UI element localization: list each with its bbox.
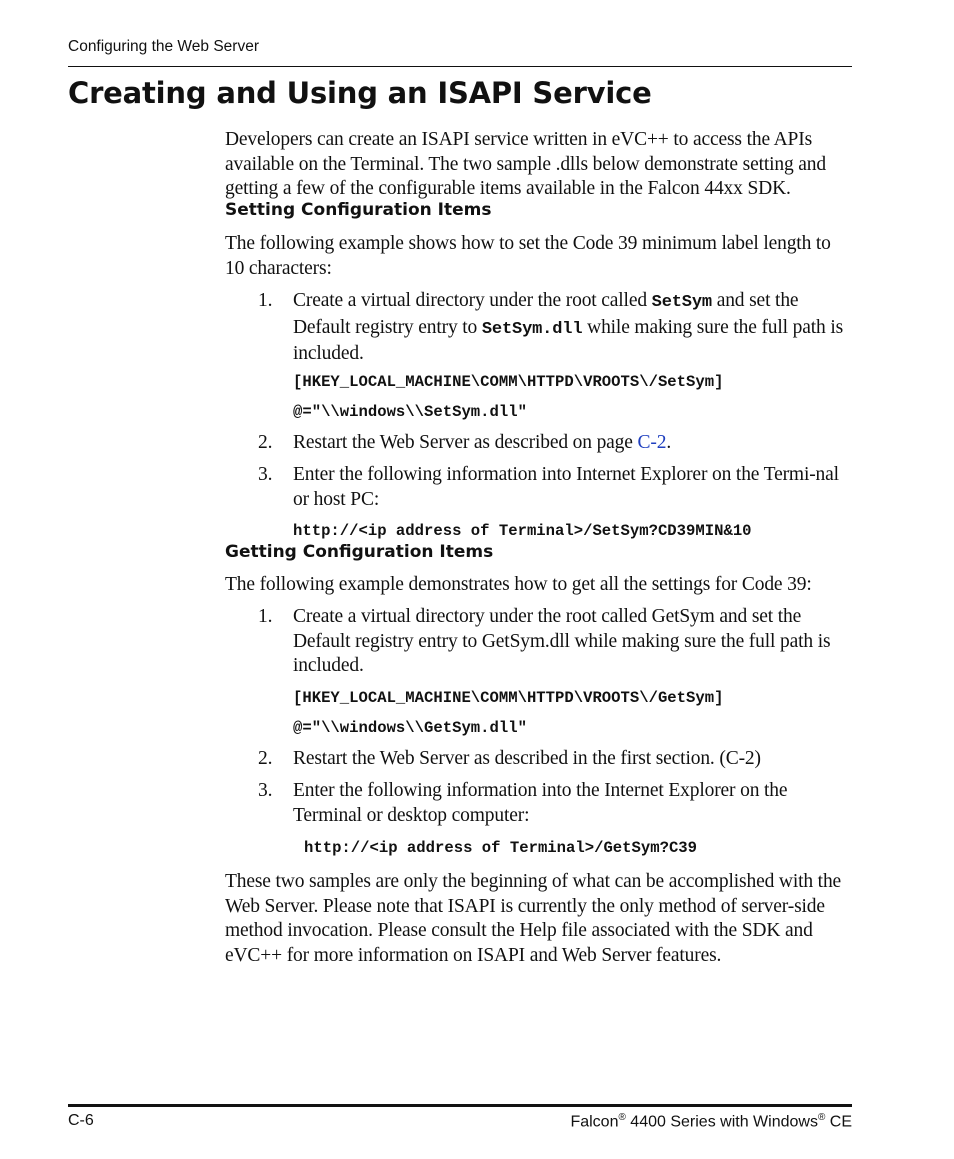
- step-number: 1.: [258, 290, 273, 311]
- step-text-part: and set the Default registry entry to: [293, 290, 799, 338]
- step-text-part: Restart the Web Server as described on page: [293, 432, 638, 453]
- setting-heading: Setting Configuration Items: [225, 200, 492, 220]
- step-text-part: Create a virtual directory under the root called: [293, 290, 652, 311]
- step-text: Create a virtual directory under the root called GetSym and set the Default registry entry to GetSym.dll while making sure the full path is included.: [293, 606, 831, 676]
- footer-rule: [68, 1104, 852, 1107]
- footer-text-part: Falcon: [570, 1113, 619, 1131]
- intro-paragraph: Developers can create an ISAPI service written in eVC++ to access the APIs available on the Terminal. The two sample .dlls below demonstrate setting and getting a few of the configurable items available in the Falcon 44xx SDK.: [225, 129, 827, 199]
- step-number: 3.: [258, 464, 273, 485]
- step-text: Enter the following information into the Internet Explorer on the Terminal or desktop computer:: [293, 780, 788, 826]
- inline-code-setsym: SetSym: [651, 293, 712, 312]
- footer-text-part: 4400 Series with Windows: [625, 1113, 818, 1131]
- registry-key-getsym: [HKEY_LOCAL_MACHINE\COMM\HTTPD\VROOTS\/GetSym]: [293, 689, 724, 707]
- getsym-url: http://<ip address of Terminal>/GetSym?C39: [304, 839, 698, 857]
- step-number: 3.: [258, 780, 273, 801]
- running-header: Configuring the Web Server: [68, 38, 259, 55]
- step-text: Enter the following information into Internet Explorer on the Termi-nal or host PC:: [293, 464, 839, 510]
- footer-product-title: [570, 1112, 852, 1131]
- step-text: Restart the Web Server as described in the first section. (C-2): [293, 748, 761, 769]
- step-text: [293, 431, 852, 456]
- page-reference-link[interactable]: C-2: [637, 432, 667, 453]
- step-text-part: .: [666, 432, 672, 453]
- setting-lead: The following example shows how to set the Code 39 minimum label length to 10 characters:: [225, 233, 831, 279]
- step-number: 2.: [258, 432, 273, 453]
- page-number: C-6: [68, 1112, 94, 1129]
- step-number: 2.: [258, 748, 273, 769]
- footer-text-part: CE: [825, 1113, 852, 1131]
- page-title: Creating and Using an ISAPI Service: [68, 76, 652, 110]
- registry-value-setsym: @="\\windows\\SetSym.dll": [293, 403, 527, 421]
- registry-key-setsym: [HKEY_LOCAL_MACHINE\COMM\HTTPD\VROOTS\/SetSym]: [293, 373, 724, 391]
- registered-mark: ®: [618, 1112, 626, 1123]
- getting-heading: Getting Configuration Items: [225, 542, 494, 562]
- registered-mark: ®: [817, 1112, 826, 1123]
- closing-paragraph: These two samples are only the beginning of what can be accomplished with the Web Server. Please note that ISAPI is currently the only method of server-side method invocation. Please consult the Help file associated with the SDK and eVC++ for more information on ISAPI and Web Server features.: [225, 871, 842, 966]
- step-text: [293, 289, 852, 367]
- header-rule: [68, 66, 852, 67]
- step-text-part: while making sure the full path is included.: [293, 316, 844, 364]
- getting-lead: The following example demonstrates how to get all the settings for Code 39:: [225, 574, 812, 595]
- inline-code-setsym-dll: SetSym.dll: [481, 319, 583, 339]
- setsym-url: http://<ip address of Terminal>/SetSym?CD39MIN&10: [293, 522, 752, 540]
- step-number: 1.: [258, 606, 273, 627]
- registry-value-getsym: @="\\windows\\GetSym.dll": [293, 719, 527, 737]
